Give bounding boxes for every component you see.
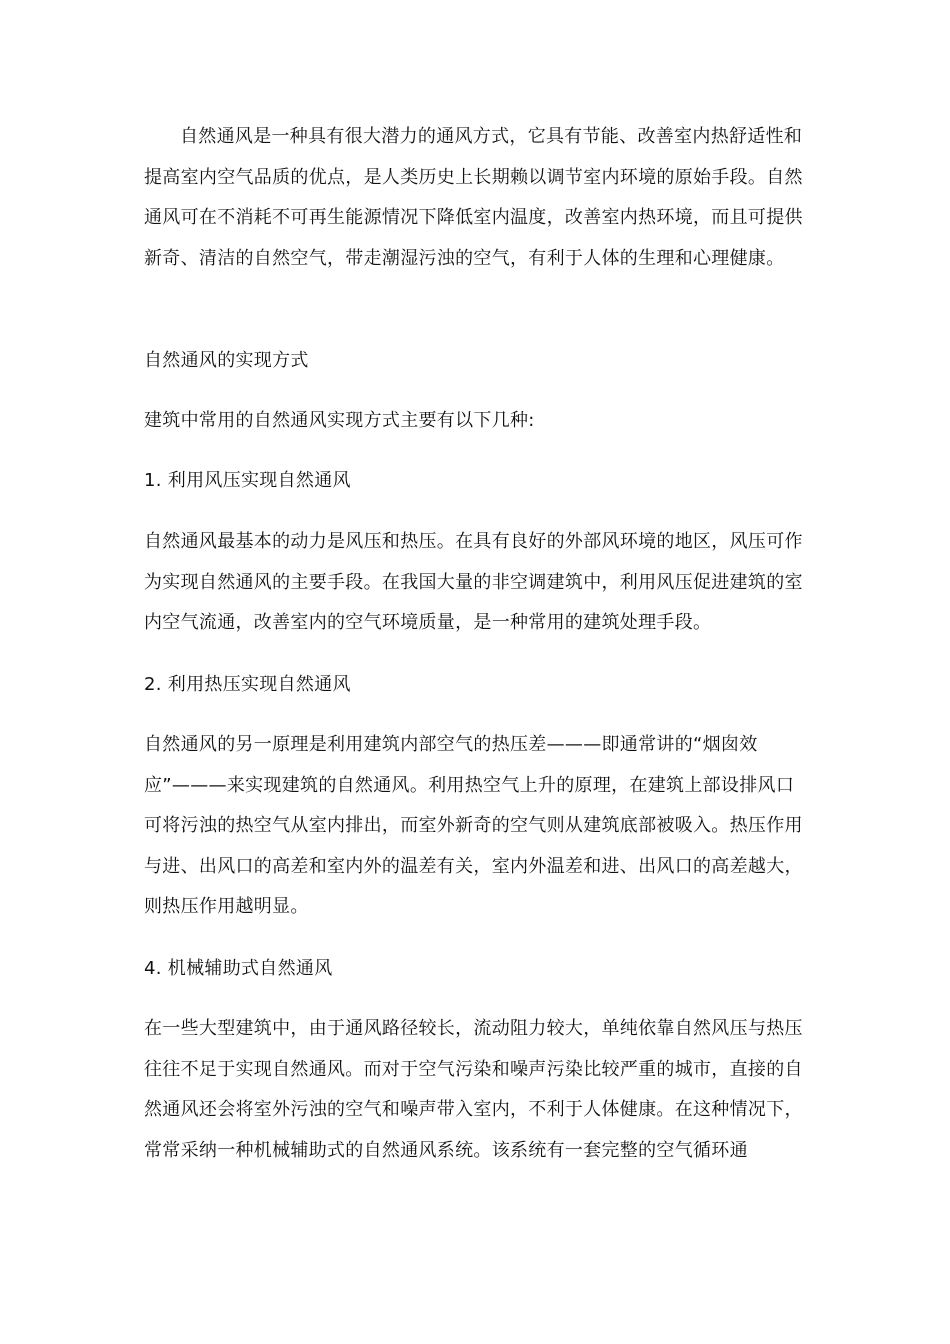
intro-paragraph: 自然通风是一种具有很大潜力的通风方式，它具有节能、改善室内热舒适性和提高室内空气品质的优点，是人类历史上长期赖以调节室内环境的原始手段。自然通风可在不消耗不可再生能源情况下降低室内温度，改善室内热环境，而且可提供新奇、清洁的自然空气，带走潮湿污浊的空气，有利于人体的生理和心理健康。 — [144, 126, 803, 269]
item1-body: 自然通风最基本的动力是风压和热压。在具有良好的外部风环境的地区，风压可作为实现自然通风的主要手段。在我国大量的非空调建筑中，利用风压促进建筑的室内空气流通，改善室内的空气环境质量，是一种常用的建筑处理手段。 — [144, 531, 803, 633]
item2-body: 自然通风的另一原理是利用建筑内部空气的热压差———即通常讲的“烟囱效应”———来实现建筑的自然通风。利用热空气上升的原理，在建筑上部设排风口可将污浊的热空气从室内排出，而室外新奇的空气则从建筑底部被吸入。热压作用与进、出风口的高差和室内外的温差有关，室内外温差和进、出风口的高差越大，则热压作用越明显。 — [144, 734, 803, 917]
item2-title: 2. 利用热压实现自然通风 — [144, 674, 351, 695]
section-intro: 建筑中常用的自然通风实现方式主要有以下几种: — [144, 410, 535, 431]
item1-title: 1. 利用风压实现自然通风 — [144, 470, 351, 491]
item4-title: 4. 机械辅助式自然通风 — [144, 958, 333, 979]
section-title: 自然通风的实现方式 — [144, 350, 309, 371]
item4-body: 在一些大型建筑中，由于通风路径较长，流动阻力较大，单纯依靠自然风压与热压往往不足于实现自然通风。而对于空气污染和噪声污染比较严重的城市，直接的自然通风还会将室外污浊的空气和噪声带入室内，不利于人体健康。在这种情况下，常常采纳一种机械辅助式的自然通风系统。该系统有一套完整的空气循环通 — [144, 1018, 803, 1161]
